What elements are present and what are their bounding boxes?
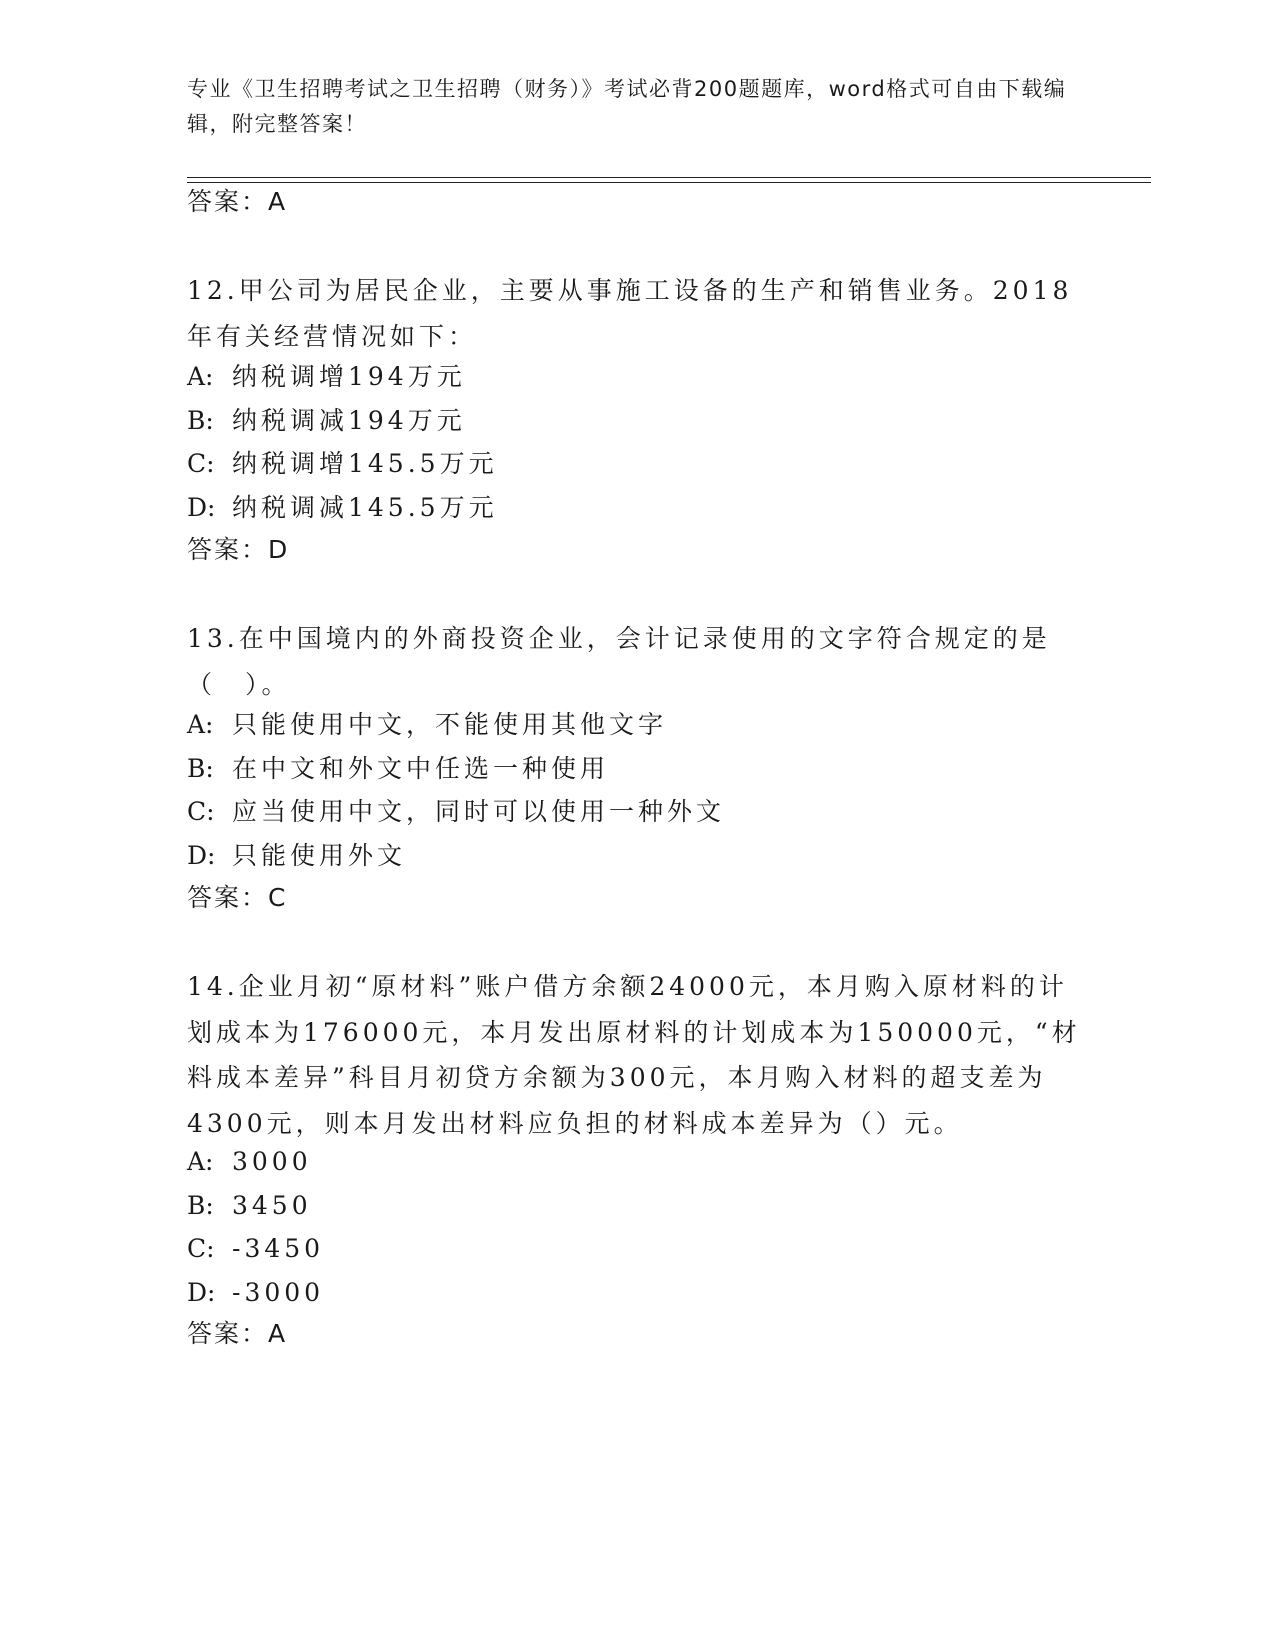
option-letter: A: (187, 1147, 214, 1176)
option-text: 在中文和外文中任选一种使用 (232, 754, 610, 783)
question-14-answer: 答案：A (187, 1319, 288, 1348)
question-13-option-d (187, 833, 1087, 879)
option-text: 纳税调增194万元 (232, 362, 466, 391)
question-13-option-a (187, 702, 1087, 748)
option-text: -3450 (232, 1234, 325, 1263)
document-header: 专业《卫生招聘考试之卫生招聘（财务）》考试必背200题题库，word格式可自由下载编辑，附完整答案！ (187, 77, 1067, 136)
option-letter: A: (187, 710, 214, 739)
question-14-option-b (187, 1183, 1087, 1229)
option-text: 应当使用中文，同时可以使用一种外文 (232, 797, 726, 826)
question-13-answer: 答案：C (187, 883, 288, 912)
question-13-option-b (187, 746, 1087, 792)
option-letter: C: (187, 1234, 215, 1263)
question-13-stem: 13.在中国境内的外商投资企业，会计记录使用的文字符合规定的是（ ）。 (187, 624, 1051, 699)
option-text: 纳税调减194万元 (232, 406, 466, 435)
option-letter: C: (187, 797, 215, 826)
option-letter: B: (187, 754, 214, 783)
header-divider (187, 177, 1151, 183)
option-text: -3000 (232, 1278, 325, 1307)
question-13-option-c (187, 789, 1087, 835)
question-14-stem: 14.企业月初“原材料”账户借方余额24000元，本月购入原材料的计划成本为176000元，本月发出原材料的计划成本为150000元，“材料成本差异”科目月初贷方余额为300元，本月购入材料的超支差为4300元，则本月发出材料应负担的材料成本差异为（）元。 (187, 972, 1081, 1138)
question-12-stem: 12.甲公司为居民企业，主要从事施工设备的生产和销售业务。2018年有关经营情况如下： (187, 276, 1073, 351)
option-letter: A: (187, 362, 214, 391)
option-text: 3000 (232, 1147, 312, 1176)
option-text: 只能使用外文 (232, 841, 407, 870)
option-text: 只能使用中文，不能使用其他文字 (232, 710, 668, 739)
question-14-option-d (187, 1270, 1087, 1316)
question-12-option-a (187, 354, 1087, 400)
question-12-option-d (187, 485, 1087, 531)
option-letter: D: (187, 1278, 216, 1307)
option-text: 纳税调减145.5万元 (232, 493, 498, 522)
question-12-option-b (187, 398, 1087, 444)
option-letter: C: (187, 449, 215, 478)
option-letter: B: (187, 1191, 214, 1220)
question-14-option-a (187, 1139, 1087, 1185)
option-letter: D: (187, 493, 216, 522)
question-14-option-c (187, 1226, 1087, 1272)
previous-answer: 答案：A (187, 187, 288, 216)
question-12-option-c (187, 441, 1087, 487)
option-text: 3450 (232, 1191, 312, 1220)
question-12-answer: 答案：D (187, 535, 290, 564)
option-letter: D: (187, 841, 216, 870)
option-letter: B: (187, 406, 214, 435)
option-text: 纳税调增145.5万元 (232, 449, 498, 478)
